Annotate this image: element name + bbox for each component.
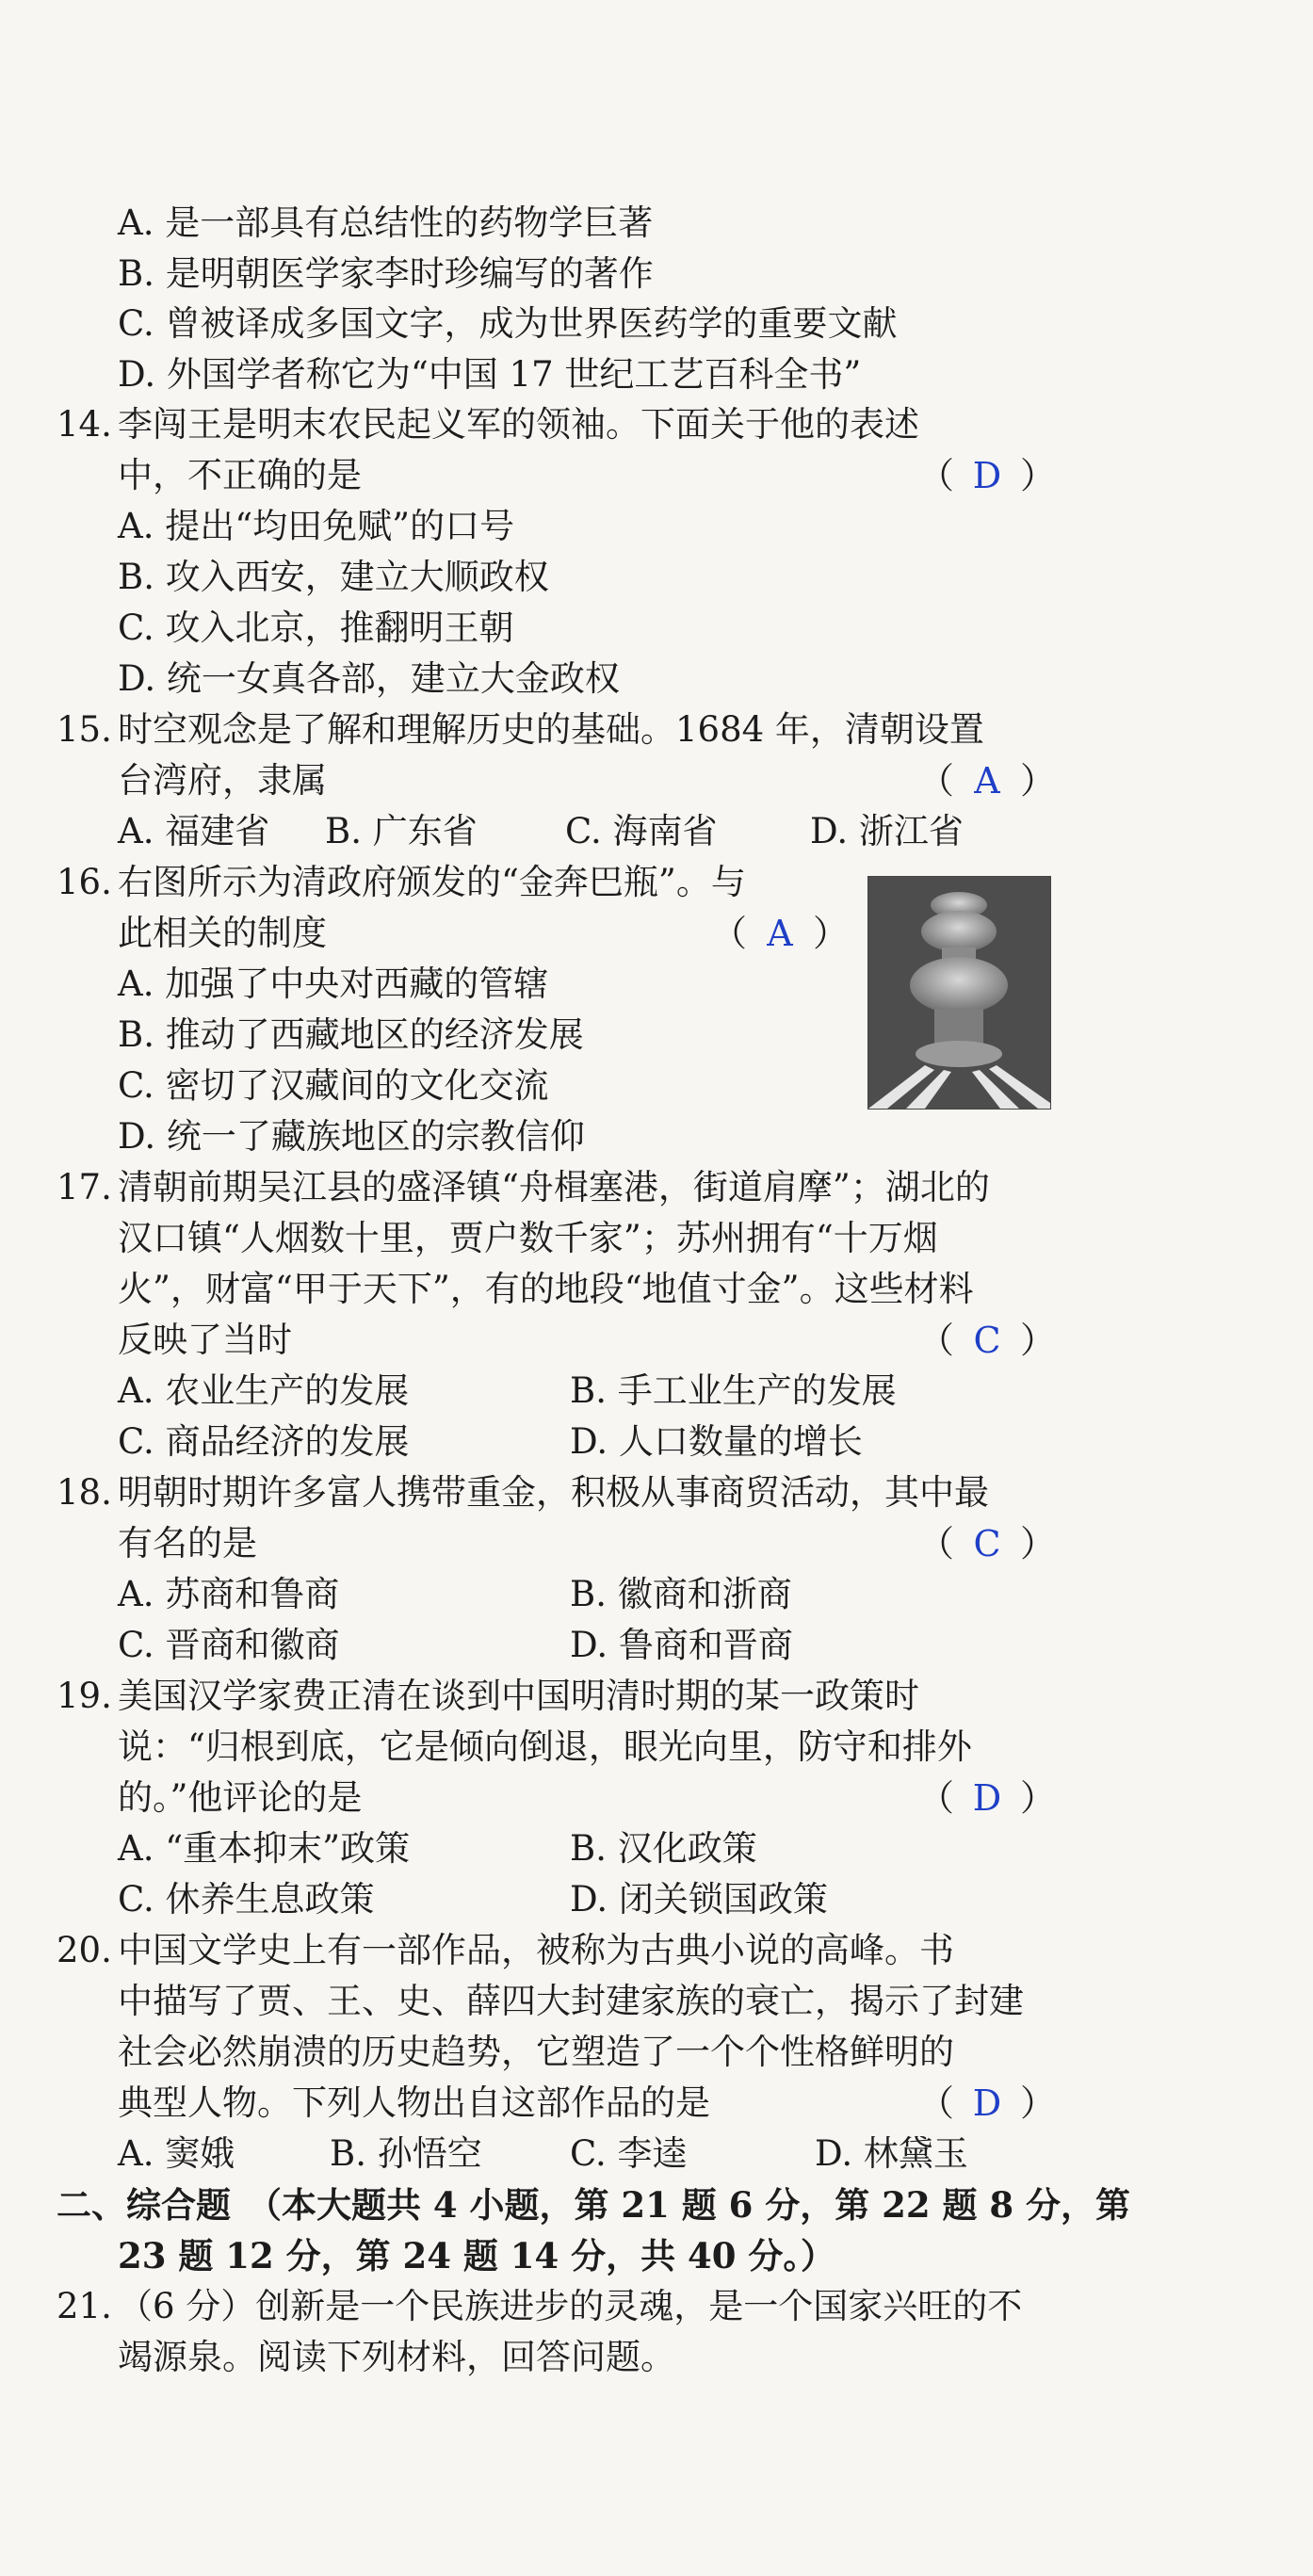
q13-option-d: D. 外国学者称它为“中国 17 世纪工艺百科全书” [118, 354, 862, 395]
q20-stem-line1: 中国文学史上有一部作品，被称为古典小说的高峰。书 [118, 1930, 954, 1970]
q15-stem-line2: 台湾府，隶属 [118, 760, 327, 801]
q16-option-d: D. 统一了藏族地区的宗教信仰 [118, 1116, 585, 1157]
section2-note-line2: 23 题 12 分，第 24 题 14 分，共 40 分。） [118, 2235, 835, 2276]
q19-option-b: B. 汉化政策 [570, 1828, 757, 1869]
section2-title: 二、综合题 [57, 2184, 231, 2226]
q18-stem-line1: 明朝时期许多富人携带重金，积极从事商贸活动，其中最 [118, 1472, 989, 1513]
q18-option-c: C. 晋商和徽商 [118, 1625, 340, 1665]
q19-option-d: D. 闭关锁国政策 [570, 1879, 828, 1920]
q18-number: 18. [57, 1472, 112, 1513]
q14-answer-bracket: （ D ） [918, 451, 1056, 500]
q17-answer-bracket: （ C ） [918, 1316, 1056, 1365]
q17-stem-line3: 火”，财富“甲于天下”，有的地段“地值寸金”。这些材料 [118, 1269, 974, 1309]
q18-answer-bracket: （ C ） [918, 1519, 1056, 1568]
golden-urn-photo [867, 876, 1051, 1110]
q20-answer-bracket: （ D ） [918, 2079, 1056, 2128]
q19-stem-line3: 的。”他评论的是 [118, 1777, 363, 1818]
q19-answer: D [972, 1777, 1002, 1819]
q14-answer: D [972, 455, 1002, 496]
q19-number: 19. [57, 1676, 112, 1716]
q14-option-d: D. 统一女真各部，建立大金政权 [118, 658, 620, 699]
q20-option-b: B. 孙悟空 [330, 2133, 482, 2174]
q20-option-d: D. 林黛玉 [815, 2133, 968, 2174]
q16-option-c: C. 密切了汉藏间的文化交流 [118, 1065, 549, 1106]
q15-option-b: B. 广东省 [325, 811, 478, 851]
q18-option-a: A. 苏商和鲁商 [118, 1574, 340, 1614]
q16-option-b: B. 推动了西藏地区的经济发展 [118, 1014, 584, 1055]
q18-option-b: B. 徽商和浙商 [570, 1574, 792, 1614]
q13-option-a: A. 是一部具有总结性的药物学巨著 [118, 203, 654, 243]
section2-note-line1: （本大题共 4 小题，第 21 题 6 分，第 22 题 8 分，第 [247, 2184, 1131, 2226]
q13-option-c: C. 曾被译成多国文字，成为世界医药学的重要文献 [118, 303, 898, 344]
urn-illustration [868, 877, 1050, 1109]
q17-option-b: B. 手工业生产的发展 [570, 1370, 897, 1411]
q19-stem-line1: 美国汉学家费正清在谈到中国明清时期的某一政策时 [118, 1676, 919, 1716]
q17-option-a: A. 农业生产的发展 [118, 1370, 410, 1411]
q15-option-d: D. 浙江省 [810, 811, 964, 851]
q14-stem-line2: 中，不正确的是 [118, 455, 362, 495]
q15-answer: A [974, 760, 1000, 802]
q21-number: 21. [57, 2286, 112, 2326]
q14-option-b: B. 攻入西安，建立大顺政权 [118, 557, 549, 597]
q20-stem-line2: 中描写了贾、王、史、薛四大封建家族的衰亡，揭示了封建 [118, 1981, 1024, 2021]
q16-stem-line1: 右图所示为清政府颁发的“金奔巴瓶”。与 [118, 862, 746, 902]
q16-answer-bracket: （ A ） [711, 909, 849, 958]
q17-option-d: D. 人口数量的增长 [570, 1421, 863, 1462]
q15-number: 15. [57, 709, 112, 750]
q17-number: 17. [57, 1167, 112, 1207]
q20-stem-line4: 典型人物。下列人物出自这部作品的是 [118, 2082, 710, 2123]
q21-stem-line2: 竭源泉。阅读下列材料，回答问题。 [118, 2337, 675, 2377]
q16-stem-line2: 此相关的制度 [118, 913, 327, 953]
q15-answer-bracket: （ A ） [918, 756, 1056, 805]
q19-stem-line2: 说：“归根到底，它是倾向倒退，眼光向里，防守和排外 [118, 1726, 972, 1767]
q13-option-b: B. 是明朝医学家李时珍编写的著作 [118, 253, 654, 294]
q15-option-a: A. 福建省 [118, 811, 270, 851]
q18-answer: C [973, 1523, 1001, 1564]
q19-answer-bracket: （ D ） [918, 1774, 1056, 1823]
q17-answer: C [973, 1320, 1001, 1361]
q20-stem-line3: 社会必然崩溃的历史趋势，它塑造了一个个性格鲜明的 [118, 2032, 954, 2072]
q20-answer: D [972, 2082, 1002, 2124]
q18-option-d: D. 鲁商和晋商 [570, 1625, 793, 1665]
q16-answer: A [767, 913, 793, 954]
q18-stem-line2: 有名的是 [118, 1523, 257, 1563]
q21-stem-line1: （6 分）创新是一个民族进步的灵魂，是一个国家兴旺的不 [118, 2286, 1023, 2326]
q14-number: 14. [57, 404, 112, 445]
q20-option-c: C. 李逵 [570, 2133, 688, 2174]
q17-stem-line4: 反映了当时 [118, 1320, 292, 1360]
q17-stem-line2: 汉口镇“人烟数十里，贾户数千家”；苏州拥有“十万烟 [118, 1218, 938, 1258]
q16-number: 16. [57, 862, 112, 902]
q17-stem-line1: 清朝前期吴江县的盛泽镇“舟楫塞港，街道肩摩”；湖北的 [118, 1167, 990, 1207]
q14-stem-line1: 李闯王是明末农民起义军的领袖。下面关于他的表述 [118, 404, 919, 445]
q14-option-a: A. 提出“均田免赋”的口号 [118, 506, 515, 546]
q20-option-a: A. 窦娥 [118, 2133, 235, 2174]
q19-option-a: A. “重本抑末”政策 [118, 1828, 411, 1869]
q15-stem-line1: 时空观念是了解和理解历史的基础。1684 年，清朝设置 [118, 709, 984, 750]
q15-option-c: C. 海南省 [565, 811, 718, 851]
q14-option-c: C. 攻入北京，推翻明王朝 [118, 608, 514, 648]
q16-option-a: A. 加强了中央对西藏的管辖 [118, 964, 549, 1004]
q19-option-c: C. 休养生息政策 [118, 1879, 375, 1920]
q20-number: 20. [57, 1930, 112, 1970]
q17-option-c: C. 商品经济的发展 [118, 1421, 410, 1462]
